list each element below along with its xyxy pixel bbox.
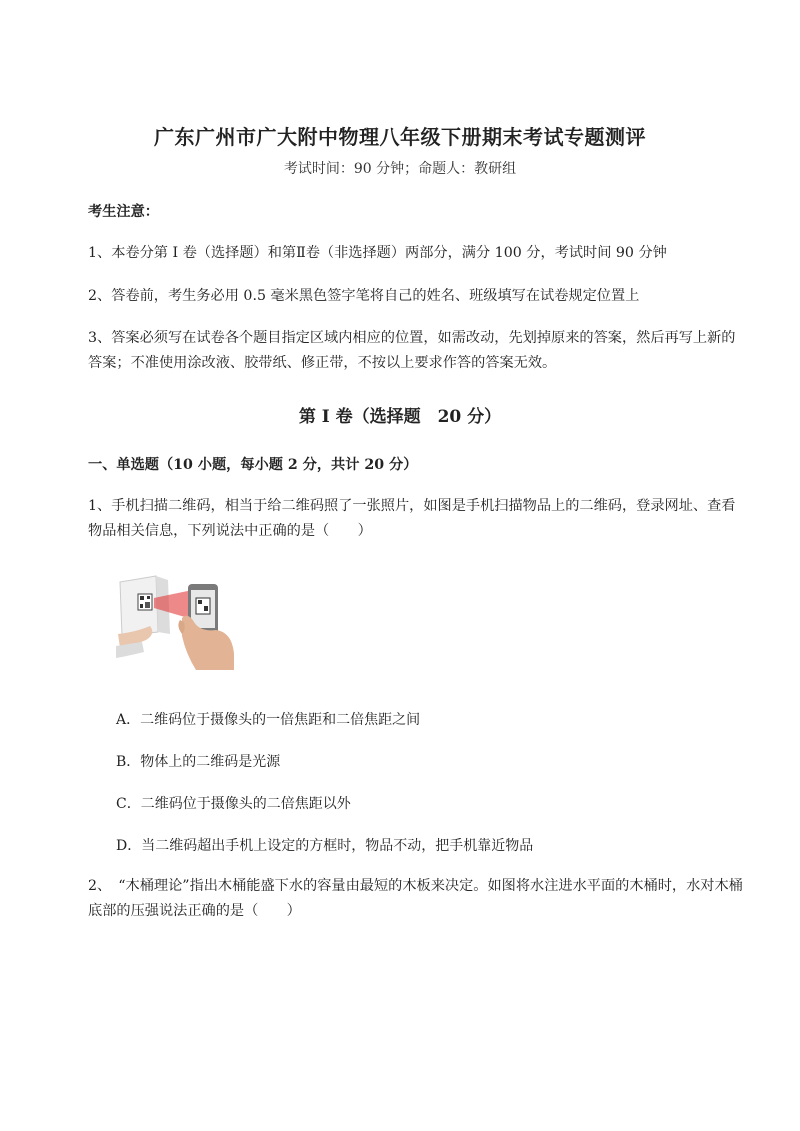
question-1-option-d: D．当二维码超出手机上设定的方框时，物品不动，把手机靠近物品	[116, 838, 534, 854]
notice-item-2: 2、答卷前，考生务必用 0.5 毫米黑色签字笔将自己的姓名、班级填写在试卷规定位置上	[88, 288, 640, 304]
section-title: 第 I 卷（选择题 20 分）	[298, 407, 502, 427]
qr-scan-photo	[116, 574, 236, 670]
question-1-option-a: A．二维码位于摄像头的一倍焦距和二倍焦距之间	[116, 712, 421, 728]
question-2-stem: 2、 “木桶理论”指出木桶能盛下水的容量由最短的木板来决定。如图将水注进水平面的木桶时，水对木桶底部的压强说法正确的是（ ）	[88, 878, 743, 919]
notice-item-1: 1、本卷分第 I 卷（选择题）和第Ⅱ卷（非选择题）两部分，满分 100 分，考试时间 90 分钟	[88, 245, 667, 261]
notice-item-3: 3、答案必须写在试卷各个题目指定区域内相应的位置，如需改动，先划掉原来的答案，然后再写上新的答案；不准使用涂改液、胶带纸、修正带，不按以上要求作答的答案无效。	[88, 330, 736, 371]
question-1-stem: 1、手机扫描二维码，相当于给二维码照了一张照片，如图是手机扫描物品上的二维码，登录网址、查看物品相关信息，下列说法中正确的是（ ）	[88, 498, 736, 539]
question-1-option-b: B．物体上的二维码是光源	[116, 754, 281, 770]
page-subtitle: 考试时间：90 分钟；命题人：教研组	[283, 161, 517, 177]
page-title: 广东广州市广大附中物理八年级下册期末考试专题测评	[154, 125, 646, 149]
part-heading: 一、单选题（10 小题，每小题 2 分，共计 20 分）	[88, 457, 418, 473]
notice-heading: 考生注意：	[88, 204, 159, 220]
question-1-option-c: C．二维码位于摄像头的二倍焦距以外	[116, 796, 351, 812]
